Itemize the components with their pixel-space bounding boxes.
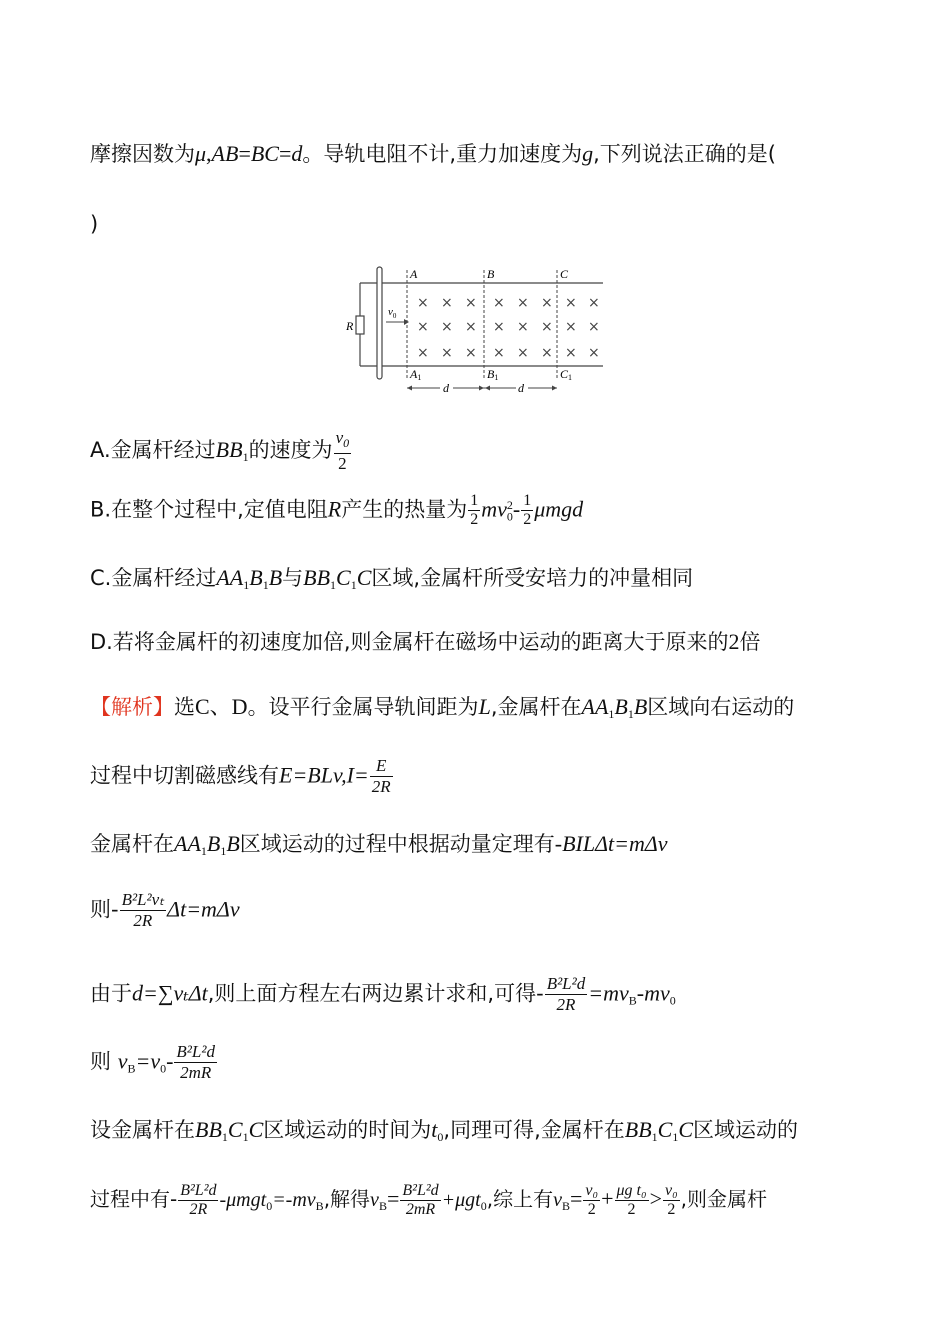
field-cross: ×: [417, 345, 429, 361]
analysis-tag: 【解析】: [90, 695, 174, 719]
option-text: C.金属杆经过: [90, 566, 217, 590]
label-b: B: [487, 267, 495, 281]
label-c1: C1: [560, 367, 573, 382]
field-cross: ×: [565, 295, 577, 311]
field-cross: ×: [588, 319, 600, 335]
field-cross: ×: [517, 319, 529, 335]
var-bc: BC: [250, 141, 279, 166]
fraction: $\frac{1}{2}$: [523, 492, 532, 528]
fraction: $\frac{\text{B²L²d}}{2mR}$: [176, 1042, 215, 1082]
field-cross: ×: [417, 319, 429, 335]
equation: -BILΔt=mΔv: [554, 831, 668, 856]
analysis-line-5: 由于d=∑vₜΔt,则上面方程左右两边累计求和,可得- $\frac{\text{B²L²d}}{2R}$ $=mv_B-mv_0$: [90, 974, 676, 1014]
option-text: D.若将金属杆的初速度加倍,则金属杆在磁场中运动的距离大于原来的: [90, 630, 729, 654]
label-a: A: [410, 267, 418, 281]
var: μmgd: [534, 496, 584, 522]
fraction: $\frac{\text{v₀}}{2}$: [664, 1182, 678, 1218]
var: AA: [216, 565, 244, 590]
field-cross: ×: [441, 319, 453, 335]
subscript: 1: [242, 450, 249, 464]
equation: d=∑vₜΔt: [132, 980, 208, 1006]
dim-arrow: [485, 386, 490, 391]
field-cross: ×: [493, 295, 505, 311]
field-cross: ×: [541, 345, 553, 361]
field-cross: ×: [588, 345, 600, 361]
analysis-line-6: 则 $v_B=v_0-$ $\frac{\text{B²L²d}}{2mR}$: [90, 1042, 215, 1082]
circuit-figure: [340, 262, 610, 397]
field-cross: ×: [493, 319, 505, 335]
label-d: d: [518, 381, 524, 395]
var-ab: AB: [211, 141, 239, 166]
answer: C、D: [195, 694, 248, 719]
field-cross: ×: [441, 295, 453, 311]
var-r: R: [327, 496, 342, 522]
label-r: R: [346, 319, 354, 333]
fraction: $\frac{\text{μg t₀}}{2}$: [616, 1182, 647, 1218]
option-text: 产生的热量为: [341, 497, 468, 522]
label-b1: B1: [487, 367, 499, 382]
fraction: [334, 428, 352, 474]
field-cross: ×: [441, 345, 453, 361]
fraction: $\frac{\text{v₀}}{2}$: [585, 1182, 599, 1218]
field-cross: ×: [565, 345, 577, 361]
magnetic-field: [417, 295, 600, 361]
mu-symbol: μ: [195, 141, 207, 166]
equals: =: [238, 141, 251, 166]
dim-arrow: [407, 386, 412, 391]
resistor: [356, 316, 364, 334]
comma: ,: [206, 141, 212, 166]
option-b: [90, 492, 583, 529]
number: 2: [728, 629, 740, 654]
option-d: [90, 626, 761, 656]
close-paren: ): [90, 212, 99, 236]
option-text: B.在整个过程中,定值电阻: [90, 497, 328, 522]
dim-arrow: [552, 386, 557, 391]
field-cross: ×: [465, 345, 477, 361]
var-g: g: [582, 141, 594, 166]
equation: E=BLv,I=: [279, 762, 369, 788]
denominator: 2: [338, 454, 347, 473]
option-text: 的速度为: [248, 438, 333, 462]
analysis-line-3: 金属杆在$AA_1B_1B$区域运动的过程中根据动量定理有-BILΔt=mΔv: [90, 831, 668, 858]
equals: =: [278, 141, 292, 166]
question-text: 。导轨电阻不计,重力加速度为: [302, 142, 583, 166]
numerator: $v_0$: [334, 428, 352, 454]
label-c: C: [560, 267, 569, 281]
field-cross: ×: [465, 295, 477, 311]
fraction: $\frac{\text{B²L²d}}{2mR}$: [402, 1182, 439, 1218]
fraction: $\frac{E}{2R}$: [371, 756, 391, 796]
analysis-line-2: 过程中切割磁感线有E=BLv,I= $\frac{E}{2R}$: [90, 756, 391, 796]
option-text: A.金属杆经过: [90, 438, 216, 462]
equation: Δt=mΔv: [167, 896, 240, 922]
option-text: 倍: [739, 630, 761, 654]
field-cross: ×: [517, 345, 529, 361]
field-cross: ×: [588, 295, 600, 311]
analysis-line-7: 设金属杆在$BB_1C_1C$区域运动的时间为$t_0$,同理可得,金属杆在$BB_1C_1C$区域运动的: [90, 1117, 799, 1144]
field-cross: ×: [493, 345, 505, 361]
question-line-2: [90, 212, 98, 236]
field-cross: ×: [417, 295, 429, 311]
fraction: $\frac{\text{B²L²vₜ}}{2R}$: [121, 890, 165, 930]
analysis-line-8: 过程中有- $\frac{\text{B²L²d}}{2R}$ $-\mu mgt_0=-mv_B$,解得$v_B=$ $\frac{\text{B²L²d}}{2mR}$ +μgt$_0$,综上有$v_B=$ $\frac{\text{v₀}}{2}$ + $\frac{\text{μg t₀}}{2}$ > $\frac{\text{v₀}}{2}$ ,则金属杆: [90, 1182, 768, 1218]
fraction: $\frac{\text{B²L²d}}{2R}$: [180, 1182, 217, 1218]
question-text: 摩擦因数为: [90, 142, 195, 166]
analysis-line-1: 【解析】选C、D。设平行金属导轨间距为L,金属杆在$AA_1B_1B$区域向右运动的: [90, 694, 795, 721]
option-text: 区域,金属杆所受安培力的冲量相同: [371, 566, 694, 590]
option-text: 与: [282, 566, 304, 590]
field-cross: ×: [541, 295, 553, 311]
var-d: d: [291, 141, 303, 166]
fraction: $\frac{1}{2}$: [470, 492, 479, 528]
field-cross: ×: [517, 295, 529, 311]
field-cross: ×: [541, 319, 553, 335]
analysis-line-4: 则- $\frac{\text{B²L²vₜ}}{2R}$ Δt=mΔv: [90, 890, 240, 930]
field-cross: ×: [465, 319, 477, 335]
label-d: d: [443, 381, 449, 395]
subscript: 0: [506, 509, 513, 524]
dim-arrow: [479, 386, 484, 391]
fraction: $\frac{\text{B²L²d}}{2R}$: [546, 974, 586, 1014]
metal-rod: [377, 267, 382, 379]
superscript: 2: [506, 497, 513, 512]
label-v0: $v_0$: [388, 306, 397, 320]
var: mv: [481, 496, 507, 522]
minus: -: [512, 496, 521, 522]
option-a: [90, 428, 352, 474]
var: BB: [215, 437, 243, 462]
field-cross: ×: [565, 319, 577, 335]
question-text: ,下列说法正确的是(: [593, 142, 776, 166]
label-a1: A1: [410, 367, 422, 382]
option-c: C.金属杆经过$AA_1B_1B$与$BB_1C_1C$区域,金属杆所受安培力的冲量相同: [90, 565, 694, 592]
var: BB: [303, 565, 331, 590]
question-line-1: [90, 138, 776, 168]
